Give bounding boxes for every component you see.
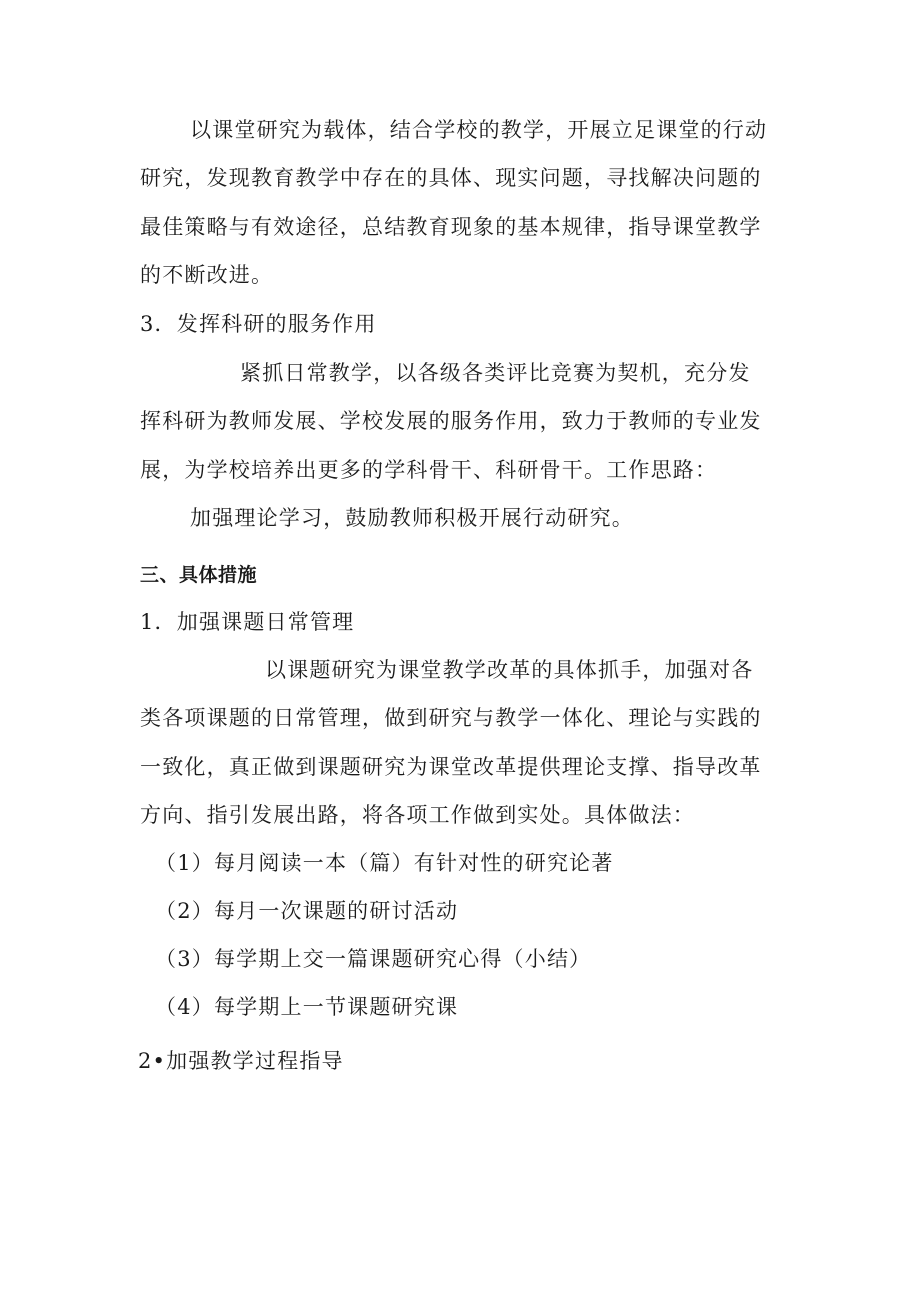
- subheading-2: 2•加强教学过程指导: [138, 1049, 344, 1073]
- paragraph-line: 一致化，真正做到课题研究为课堂改革提供理论支撑、指导改革: [140, 755, 762, 779]
- list-item: （4）每学期上一节课题研究课: [155, 995, 459, 1019]
- paragraph-line: 以课题研究为课堂教学改革的具体抓手，加强对各: [265, 658, 754, 682]
- paragraph-line: 挥科研为教师发展、学校发展的服务作用，致力于教师的专业发: [140, 409, 762, 433]
- subheading-1: 1．加强课题日常管理: [140, 610, 355, 634]
- paragraph-line: 类各项课题的日常管理，做到研究与教学一体化、理论与实践的: [140, 706, 762, 730]
- paragraph-line: 以课堂研究为载体，结合学校的教学，开展立足课堂的行动: [190, 118, 768, 142]
- paragraph-line: 最佳策略与有效途径，总结教育现象的基本规律，指导课堂教学: [140, 215, 762, 239]
- list-item: （2）每月一次课题的研讨活动: [155, 899, 459, 923]
- paragraph-line: 紧抓日常教学，以各级各类评比竞赛为契机，充分发: [240, 361, 751, 385]
- list-item: （3）每学期上交一篇课题研究心得（小结）: [155, 947, 592, 971]
- section-heading: 三、具体措施: [140, 564, 258, 586]
- paragraph-line: 研究，发现教育教学中存在的具体、现实问题，寻找解决问题的: [140, 166, 762, 190]
- subheading-3: 3．发挥科研的服务作用: [140, 312, 377, 336]
- paragraph-line: 的不断改进。: [140, 263, 274, 287]
- list-item: （1）每月阅读一本（篇）有针对性的研究论著: [155, 851, 614, 875]
- paragraph-line: 方向、指引发展出路，将各项工作做到实处。具体做法：: [140, 803, 695, 827]
- paragraph-line: 展，为学校培养出更多的学科骨干、科研骨干。工作思路：: [140, 458, 718, 482]
- paragraph-line: 加强理论学习，鼓励教师积极开展行动研究。: [190, 506, 634, 530]
